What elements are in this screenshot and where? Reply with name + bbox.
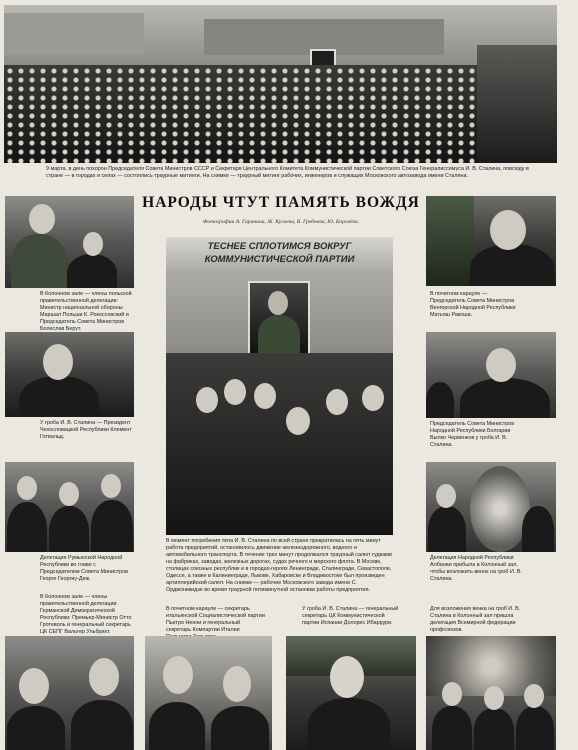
caption-center: В момент погребения тела И. В. Сталина по всей стране прекратилась на пять минут работа предприятий, остановилось движение железнодорожного, водного и автомобильного транспорта. В течение трех минут продолжался траурный салют гудками на фабриках, заводах, железных дорогах, судах речного и морского флота. В Москве, столицах союзных республик и в городах-героях Ленинграде, Сталинграде, Севастополе, Одессе, а также в Калининграде, Львове, Хабаровске и Владивостоке был произведен артиллерийский салют. На снимке — рабочие Московского завода имени С. Орджоникидзе во время траурной пятиминутной остановки работы предприятия. <box>166 538 392 593</box>
caption-left2: У гроба И. В. Сталина — Президент Чехословацкой Республики Клемент Готвальд. <box>40 420 132 440</box>
caption-bottom2: В почетном карауле — секретарь итальянской Социалистической партии Пьетро Ненни и генеральный секретарь Компартии Италии <box>166 606 265 633</box>
caption-right1: В почетном карауле — Председатель Совета Министров Венгерской Народной Республики Матьяш Ракоши. <box>430 291 516 318</box>
photo-gdr-delegation <box>5 636 134 750</box>
factory-banner: ТЕСНЕЕ СПЛОТИМСЯ ВОКРУГ КОММУНИСТИЧЕСКОЙ ПАРТИИ <box>166 237 393 274</box>
caption-left3: Делегация Румынской Народной Республики во главе с Председателем Совета Министров Георге Георгиу-Деж. <box>40 555 129 582</box>
photo-rally <box>4 5 557 163</box>
photo-chervenkov <box>426 332 556 418</box>
photo-albanian-delegation <box>426 462 556 552</box>
caption-right2: Председатель Совета Министров Народной Республики Болгарии Вылко Червенков у гроба И. В. Сталина. <box>430 421 515 448</box>
caption-bottom3: У гроба И. В. Сталина — генеральный секретарь ЦК Коммунистической партии Испании Долорес Ибаррури. <box>302 606 399 626</box>
photo-polish-delegation <box>5 196 134 288</box>
caption-left1: В Колонном зале — члены польской правительственной делегации: Министр национальной обороны Маршал Польши К. Рокоссовский и Председатель Совета Министров Болеслав Берут. <box>40 291 132 332</box>
portrait-stalin-large <box>248 281 310 355</box>
workers-group <box>166 353 393 535</box>
photo-rakosi <box>426 196 556 286</box>
photo-credits: Фотографии А. Гаранина, Ж. Кусаева, В. Гребнева, Ю. Королёва. <box>202 219 360 225</box>
page-title: НАРОДЫ ЧТУТ ПАМЯТЬ ВОЖДЯ <box>142 194 420 211</box>
photo-ibarruri <box>286 636 416 750</box>
photo-gottwald <box>5 332 134 417</box>
caption-right3: Делегация Народной Республики Албании прибыла в Колонный зал, чтобы возложить венок на гроб И. В. Сталина. <box>430 555 522 582</box>
caption-bottom4: Для возложения венка на гроб И. В. Сталина в Колонный зал пришла делегация Всемирной федерации профсоюзов. <box>430 606 521 633</box>
photo-wftu-delegation <box>426 636 556 750</box>
photo-romanian-delegation <box>5 462 134 552</box>
photo-nenni-togliatti <box>145 636 272 750</box>
wreath <box>470 466 530 552</box>
photo-factory-workers <box>166 237 393 535</box>
crowd <box>4 65 557 163</box>
building-left <box>4 13 144 55</box>
tribune <box>477 45 557 163</box>
caption-top: 9 марта, в день похорон Председателя Совета Министров СССР и Секретаря Центрального Комитета Коммунистической партии Советского Союза Генералиссимуса И. В. Сталина, повсюду в стране — в городах и селах — состоялись траурные митинги. На снимке — траурный митинг рабочих, инженеров и служащих Московского автозавода имени Сталина. <box>46 166 529 179</box>
caption-bottom1: В Колонном зале — члены правительственной делегации Германской Демократической Республики: Премьер-Министр Отто Гротеволь и генеральный секретарь ЦК СЕПГ Вальтер Ульбрихт. <box>40 594 132 635</box>
